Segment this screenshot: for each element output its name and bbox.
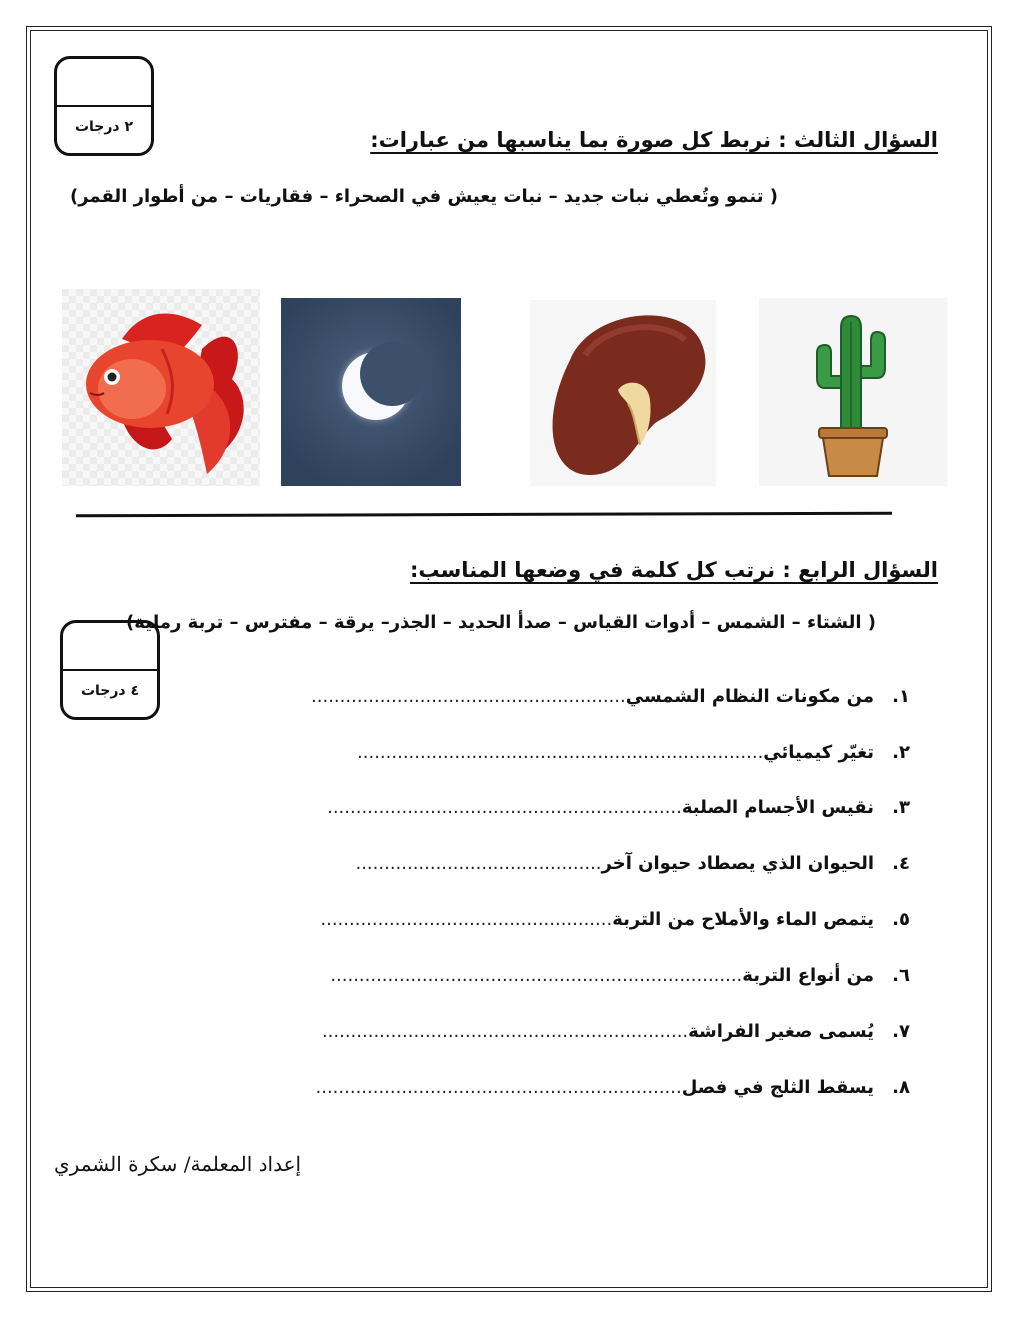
list-item [311,686,910,707]
page-border-inner [30,30,988,1288]
item-number: ٦. [892,965,910,986]
item-number: ٧. [892,1021,910,1042]
moon-picture [281,298,461,486]
item-number: ٨. [892,1077,910,1098]
answer-blank[interactable]: ....................................................... [311,686,626,707]
answer-blank[interactable]: ........................................... [355,853,602,874]
list-item [330,965,910,986]
q3-word-bank: ( تنمو وتُعطي نبات جديد – نبات يعيش في الصحراء – فقاريات – من أطوار القمر) [69,186,778,207]
list-item [316,1077,910,1098]
grade-box-divider [63,669,157,671]
answer-blank[interactable]: .............................................................. [327,797,682,818]
grade-box-divider [57,105,151,107]
q4-grade-box [60,620,160,720]
sprouting-bean-icon [530,300,716,486]
q4-word-bank: ( الشتاء – الشمس – أدوات القياس – صدأ الحديد – الجذر– يرقة – مفترس – تربة رملية) [126,612,876,633]
cactus-picture [759,298,947,486]
item-text: الحيوان الذي يصطاد حيوان آخر [601,853,874,874]
fish-icon [62,289,260,486]
cactus-icon [759,298,947,486]
list-item [320,909,910,930]
list-item [327,797,910,818]
list-item [355,853,910,874]
fish-picture [62,289,260,486]
item-number: ٢. [892,742,910,763]
item-text: من أنواع التربة [742,965,874,986]
item-number: ٤. [892,853,910,874]
answer-blank[interactable]: ................................................................ [315,1077,682,1098]
q3-grade-label: ٢ درجات [74,119,134,135]
item-number: ٥. [892,909,910,930]
q4-title: السؤال الرابع : نرتب كل كلمة في وضعها المناسب: [410,558,938,582]
item-number: ٣. [892,797,910,818]
teacher-credit: إعداد المعلمة/ سكرة الشمري [54,1152,302,1176]
bean-picture [530,300,716,486]
answer-blank[interactable]: ................................................................ [321,1021,689,1042]
q4-grade-label: ٤ درجات [80,683,140,699]
item-text: يُسمى صغير الفراشة [688,1021,874,1042]
crescent-moon-icon [281,298,461,486]
q3-title: السؤال الثالث : نربط كل صورة بما يناسبها من عبارات: [370,128,938,152]
item-number: ١. [892,686,910,707]
item-text: يسقط الثلج في فصل [681,1077,874,1098]
list-item [322,1021,910,1042]
item-text: تغيّر كيميائي [763,742,874,763]
answer-blank[interactable]: ........................................................................ [330,965,743,986]
item-text: يتمص الماء والأملاح من التربة [612,909,874,930]
answer-blank[interactable]: ................................................... [320,909,613,930]
item-text: نقيس الأجسام الصلبة [681,797,874,818]
q3-grade-box [54,56,154,156]
list-item [357,742,910,763]
item-text: من مكونات النظام الشمسي [625,686,874,707]
answer-blank[interactable]: ....................................................................... [357,742,764,763]
